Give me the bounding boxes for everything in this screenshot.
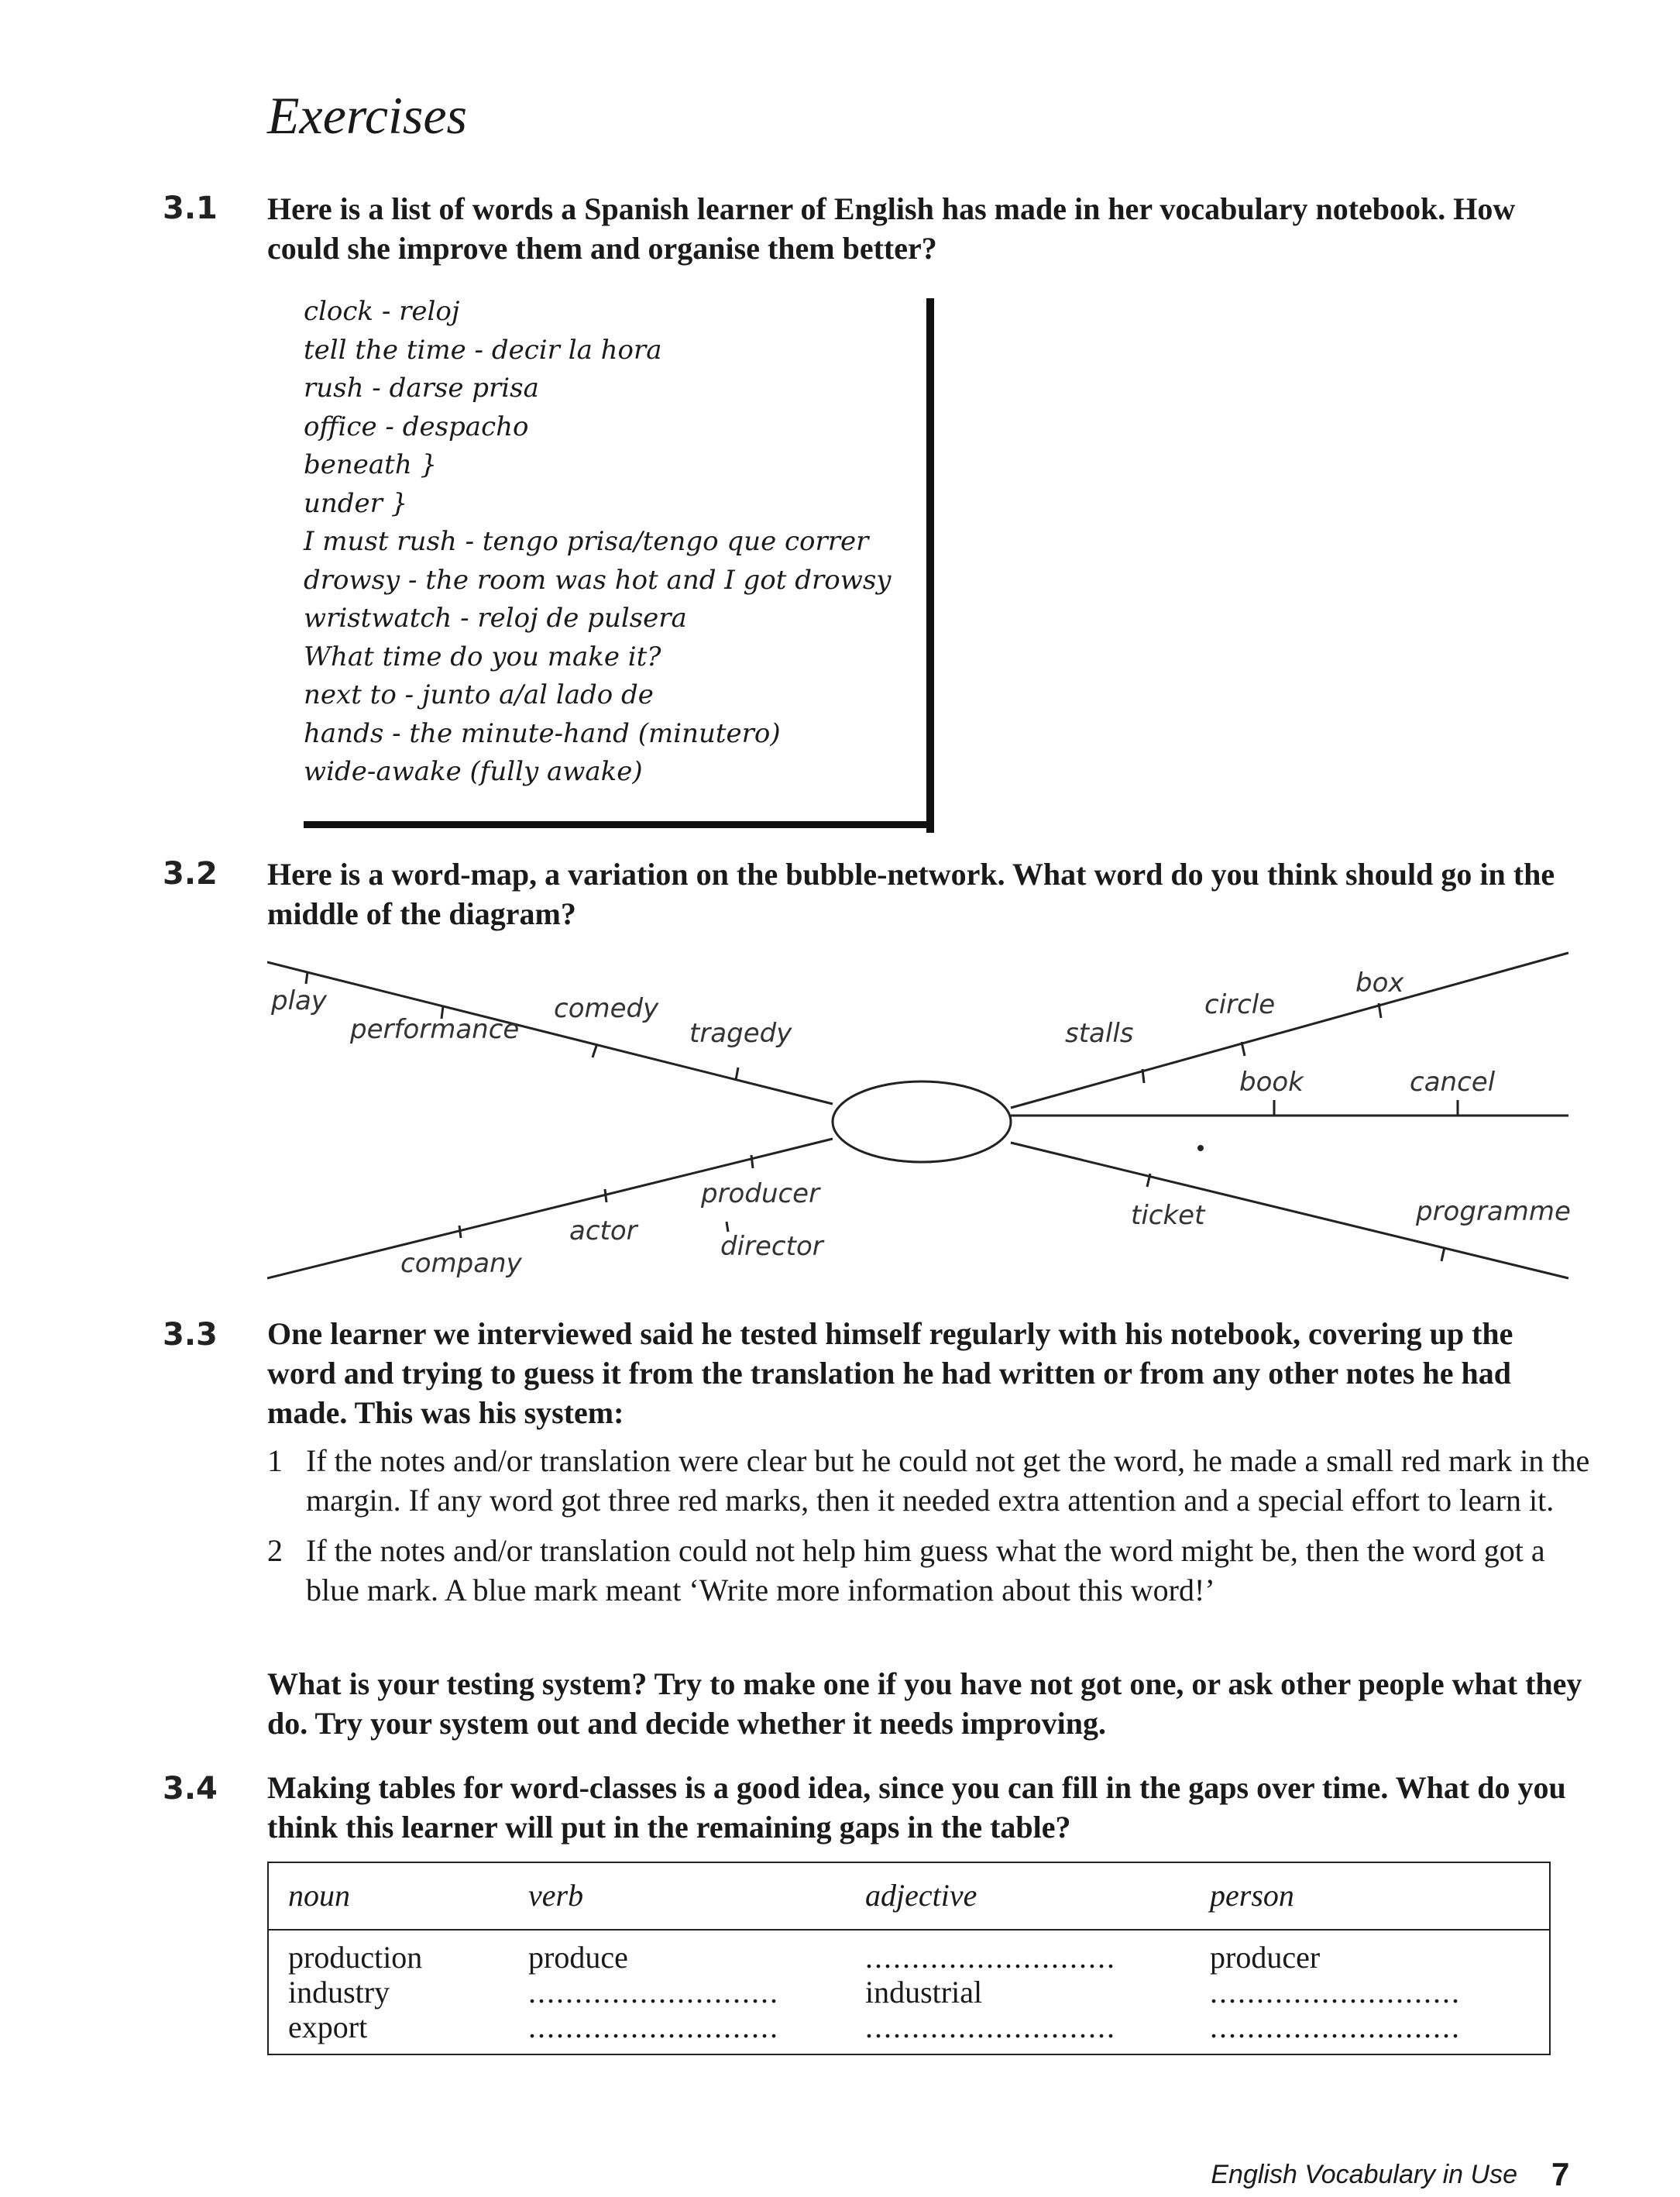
notebook-border-bottom [304, 821, 933, 828]
word-actor: actor [569, 1215, 637, 1246]
word-class-table [267, 1862, 1551, 2055]
table-header-person: person [1210, 1878, 1294, 1913]
page-number: 7 [1551, 2156, 1570, 2192]
table-cell: export [288, 2010, 368, 2044]
table-cell-gap: ........................... [1210, 2010, 1461, 2044]
word-company: company [400, 1248, 522, 1279]
branch-tick [1441, 1247, 1445, 1261]
word-ticket: ticket [1131, 1200, 1205, 1231]
table-cell-gap: ........................... [865, 2010, 1116, 2044]
table-cell: produce [528, 1940, 628, 1975]
table-cell-gap: ........................... [1210, 1975, 1461, 2010]
word-director: director [720, 1231, 823, 1262]
table-header-adjective: adjective [865, 1878, 977, 1913]
list-item-number: 2 [267, 1533, 283, 1568]
testing-system-list [267, 1441, 1599, 1621]
list-item [267, 1441, 1599, 1520]
note-line: next to - junto a/al lado de [304, 679, 654, 710]
note-line: wristwatch - reloj de pulsera [304, 603, 687, 634]
word-stalls: stalls [1065, 1018, 1134, 1049]
branch-tick [605, 1189, 606, 1202]
word-cancel: cancel [1410, 1067, 1496, 1098]
exercise-3-2-question: Here is a word-map, a variation on the bubble-network. What word do you think should go in the middle of the diagram? [267, 857, 1555, 931]
word-box: box [1355, 968, 1404, 999]
note-line: wide-awake (fully awake) [304, 756, 643, 787]
exercise-3-4-question: Making tables for word-classes is a good idea, since you can fill in the gaps over time. What do you think this learner will put in the remaining gaps in the table? [267, 1770, 1566, 1845]
word-book: book [1239, 1067, 1304, 1098]
branch-tick [593, 1046, 596, 1057]
table-header-noun: noun [288, 1878, 350, 1913]
table-cell: industry [288, 1975, 390, 2010]
footer-book-title: English Vocabulary in Use [1211, 2160, 1517, 2189]
note-line: drowsy - the room was hot and I got drowsy [304, 564, 892, 596]
branch-tick [459, 1226, 461, 1238]
list-item-text: If the notes and/or translation could not help him guess what the word might be, then the word got a blue mark. A blue mark meant ‘Write more information about this word!’ [306, 1533, 1545, 1607]
branch-tick [306, 972, 307, 984]
word-producer: producer [701, 1178, 820, 1209]
note-line: rush - darse prisa [304, 373, 539, 404]
word-tragedy: tragedy [689, 1018, 792, 1049]
table-cell-gap: ........................... [528, 2010, 779, 2044]
note-line: I must rush - tengo prisa/tengo que correr [304, 526, 869, 557]
word-play: play [271, 985, 327, 1016]
word-map-diagram [267, 937, 1584, 1301]
center-bubble [833, 1081, 1011, 1162]
table-cell: producer [1210, 1940, 1321, 1975]
table-cell: production [288, 1940, 423, 1975]
note-line: office - despacho [304, 411, 529, 442]
note-line: under } [304, 487, 408, 519]
branch-tick [736, 1068, 738, 1080]
list-item-text: If the notes and/or translation were clear but he could not get the word, he made a small red mark in the margin. If any word got three red marks, then it needed extra attention and a special effort to learn it. [306, 1443, 1590, 1518]
list-item [267, 1531, 1599, 1610]
list-item-number: 1 [267, 1443, 283, 1478]
word-programme: programme [1416, 1196, 1571, 1227]
note-line: hands - the minute-hand (minutero) [304, 717, 781, 749]
exercise-number-3-4: 3.4 [163, 1771, 218, 1807]
exercise-3-3-intro: One learner we interviewed said he tested himself regularly with his notebook, covering up the word and trying to guess it from the translation he had written or from any other notes he had made. This was his system: [267, 1316, 1513, 1430]
stray-dot [1197, 1145, 1204, 1151]
note-line: What time do you make it? [304, 641, 661, 672]
vocabulary-notebook-list [304, 293, 923, 792]
word-circle: circle [1204, 989, 1276, 1020]
note-line: tell the time - decir la hora [304, 334, 662, 366]
table-header-verb: verb [528, 1878, 584, 1913]
table-cell: industrial [865, 1975, 983, 2010]
table-cell-gap: ........................... [528, 1975, 779, 2010]
branch-tick [751, 1155, 753, 1168]
exercise-3-3-closing: What is your testing system? Try to make one if you have not got one, or ask other people what they do. Try your system out and decide whether it needs improving. [267, 1666, 1582, 1741]
exercise-3-1-question: Here is a list of words a Spanish learner of English has made in her vocabulary notebook. How could she improve them and organise them better? [267, 191, 1516, 266]
exercise-number-3-1: 3.1 [163, 191, 218, 226]
note-line: beneath } [304, 449, 438, 480]
branch-tick [1142, 1069, 1144, 1083]
exercise-number-3-2: 3.2 [163, 856, 218, 892]
word-performance: performance [350, 1014, 520, 1045]
table-cell-gap: ........................... [865, 1940, 1116, 1975]
note-line: clock - reloj [304, 296, 460, 327]
notebook-border-right [926, 298, 934, 833]
word-comedy: comedy [554, 993, 659, 1024]
page-title: Exercises [267, 86, 468, 145]
exercise-number-3-3: 3.3 [163, 1317, 218, 1353]
